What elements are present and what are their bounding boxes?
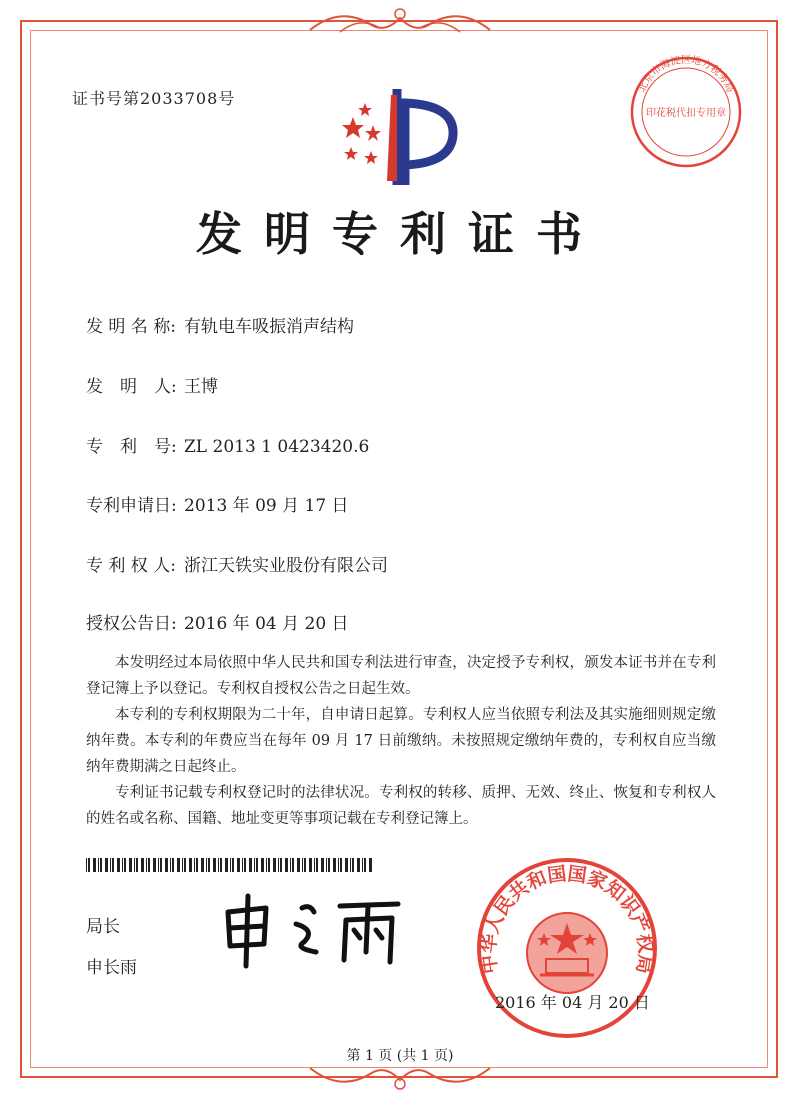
certificate-number: 证书号第2033708号 [72,89,236,108]
field-value: ZL 2013 1 0423420.6 [184,437,370,457]
svg-text:北京市海淀区地方税务局 [636,54,736,94]
office-seal [474,855,660,1041]
field-value: 王博 [184,377,218,397]
national-emblem-icon [527,913,607,993]
body-paragraph: 本发明经过本局依照中华人民共和国专利法进行审查，决定授予专利权，颁发本证书并在专利登记簿上予以登记。专利权自授权公告之日起生效。 [86,655,716,697]
director-signature [220,890,410,970]
cnipa-logo [335,85,465,185]
body-paragraph: 专利证书记载专利权登记时的法律状况。专利权的转移、质押、无效、终止、恢复和专利权人的姓名或名称、国籍、地址变更等事项记载在专利登记簿上。 [86,785,716,827]
field-application-date [86,491,349,516]
field-patent-number [86,432,369,457]
field-value: 浙江天铁实业股份有限公司 [184,556,388,576]
field-inventor [86,372,218,397]
body-paragraph: 本专利的专利权期限为二十年，自申请日起算。专利权人应当依照专利法及其实施细则规定缴纳年费。本专利的年费应当在每年 09 月 17 日前缴纳。未按照规定缴纳年费的，专利权自应当缴纳年费期满之日起终止。 [86,707,716,775]
field-label: 专 利 权 人: [86,556,176,576]
field-label: 专 利 号: [86,437,177,457]
bottom-ornament [300,1062,500,1094]
field-label: 授权公告日: [86,614,177,634]
director-title: 局长 [86,917,120,937]
certificate-body [86,650,716,832]
office-seal-text: 中华人民共和国国家知识产权局 [477,862,657,976]
field-value: 2016 年 04 月 20 日 [184,614,349,634]
field-invention-name [86,312,354,337]
certificate-title: 发明专利证书 [196,207,604,261]
field-value: 有轨电车吸振消声结构 [184,317,354,337]
field-label: 发 明 人: [86,377,177,397]
tax-stamp-text: 北京市海淀区地方税务局 [636,54,736,95]
field-patentee [86,551,388,576]
top-ornament [300,4,500,36]
seal-date: 2016 年 04 月 20 日 [495,993,650,1012]
field-label: 发 明 名 称: [86,317,176,337]
tax-stamp-center: 印花税代扣专用章 [646,108,726,119]
field-grant-date [86,609,349,634]
field-value: 2013 年 09 月 17 日 [184,496,349,516]
page-footer: 第 1 页 (共 1 页) [346,1048,454,1064]
director-name: 申长雨 [86,958,137,978]
field-label: 专利申请日: [86,496,177,516]
tax-stamp [628,54,744,170]
barcode [86,858,376,872]
